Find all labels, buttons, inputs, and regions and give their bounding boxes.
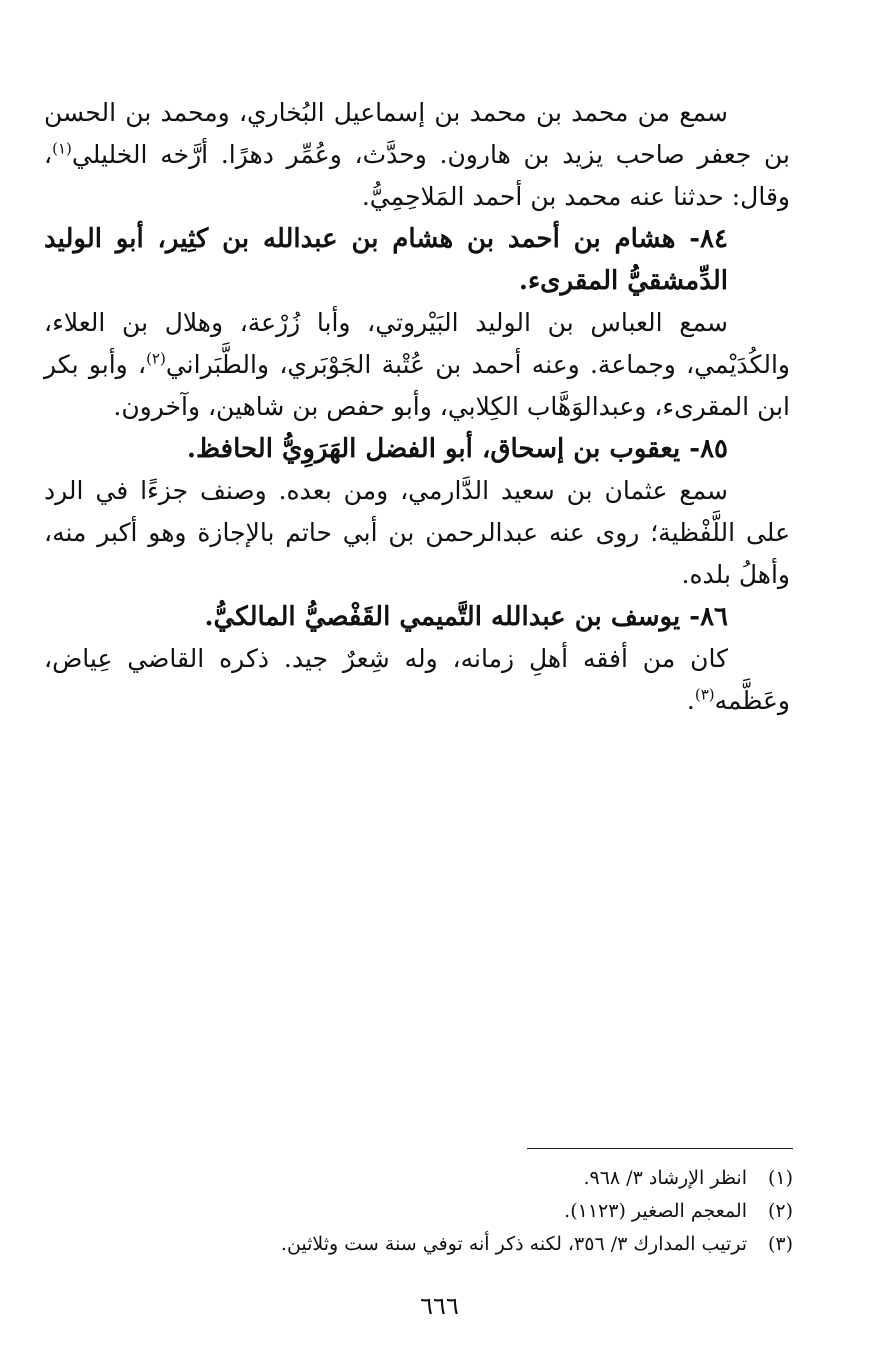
page-body bbox=[44, 92, 790, 722]
footnote-text: انظر الإرشاد ٣/ ٩٦٨. bbox=[583, 1167, 747, 1189]
paragraph-biography-86 bbox=[44, 638, 790, 722]
paragraph-text-continued: ، وأبو بكر ابن المقرىء، وعبدالوَهَّاب الكِلابي، وأبو حفص بن شاهين، وآخرون. bbox=[44, 350, 790, 421]
footnote-number: (٢) bbox=[767, 1200, 793, 1222]
entry-title: يعقوب بن إسحاق، أبو الفضل الهَرَوِيُّ الحافظ. bbox=[186, 434, 681, 464]
entry-heading-86 bbox=[44, 596, 790, 638]
entry-heading-85 bbox=[44, 428, 790, 470]
paragraph-text: سمع العباس بن الوليد البَيْروتي، وأبا زُرْعة، وهلال بن العلاء، والكُدَيْمي، وجماعة. وعنه أحمد بن عُتْبة الجَوْبَري، والطَّبَراني bbox=[44, 308, 790, 379]
paragraph-biography-85 bbox=[44, 470, 790, 596]
entry-heading-84 bbox=[44, 218, 790, 302]
entry-number: ٨٥- bbox=[689, 434, 728, 464]
footnote-number: (٣) bbox=[767, 1233, 793, 1255]
entry-number: ٨٤- bbox=[689, 224, 728, 254]
footnote-2 bbox=[173, 1195, 793, 1228]
paragraph-biography-83 bbox=[44, 92, 790, 218]
footnote-ref-1[interactable]: (١) bbox=[52, 139, 72, 158]
footnote-text: المعجم الصغير (١١٢٣). bbox=[564, 1200, 747, 1222]
entry-title: هشام بن أحمد بن هشام بن عبدالله بن كثِير، أبو الوليد الدِّمشقيُّ المقرىء. bbox=[44, 224, 728, 296]
entry-number: ٨٦- bbox=[689, 602, 728, 632]
paragraph-text-continued: ، وقال: حدثنا عنه محمد بن أحمد المَلاحِمِيُّ. bbox=[44, 140, 790, 211]
footnote-number: (١) bbox=[767, 1167, 793, 1189]
footnote-ref-3[interactable]: (٣) bbox=[694, 685, 715, 704]
paragraph-text-continued: . bbox=[686, 686, 695, 715]
paragraph-text: سمع من محمد بن محمد بن إسماعيل البُخاري، ومحمد بن الحسن بن جعفر صاحب يزيد بن هارون. وحدَّث، وعُمِّر دهرًا. أرَّخه الخليلي bbox=[44, 98, 790, 169]
footnote-3 bbox=[173, 1228, 793, 1261]
page-number: ٦٦٦ bbox=[420, 1292, 459, 1320]
entry-title: يوسف بن عبدالله التَّميمي القَفْصيُّ المالكيُّ. bbox=[204, 602, 681, 632]
footnotes bbox=[173, 1162, 793, 1261]
paragraph-text: كان من أفقه أهلِ زمانه، وله شِعرٌ جيد. ذكره القاضي عِياض، وعَظَّمه bbox=[44, 644, 790, 715]
paragraph-biography-84 bbox=[44, 302, 790, 428]
footnote-ref-2[interactable]: (٢) bbox=[146, 349, 166, 368]
footnote-1 bbox=[173, 1162, 793, 1195]
footnote-divider bbox=[527, 1148, 793, 1149]
paragraph-text: سمع عثمان بن سعيد الدَّارمي، ومن بعده. وصنف جزءًا في الرد على اللَّفْظية؛ روى عنه عبدالرحمن بن أبي حاتم بالإجازة وهو أكبر منه، وأهلُ بلده. bbox=[44, 476, 790, 589]
footnote-text: ترتيب المدارك ٣/ ٣٥٦، لكنه ذكر أنه توفي سنة ست وثلاثين. bbox=[280, 1233, 747, 1255]
